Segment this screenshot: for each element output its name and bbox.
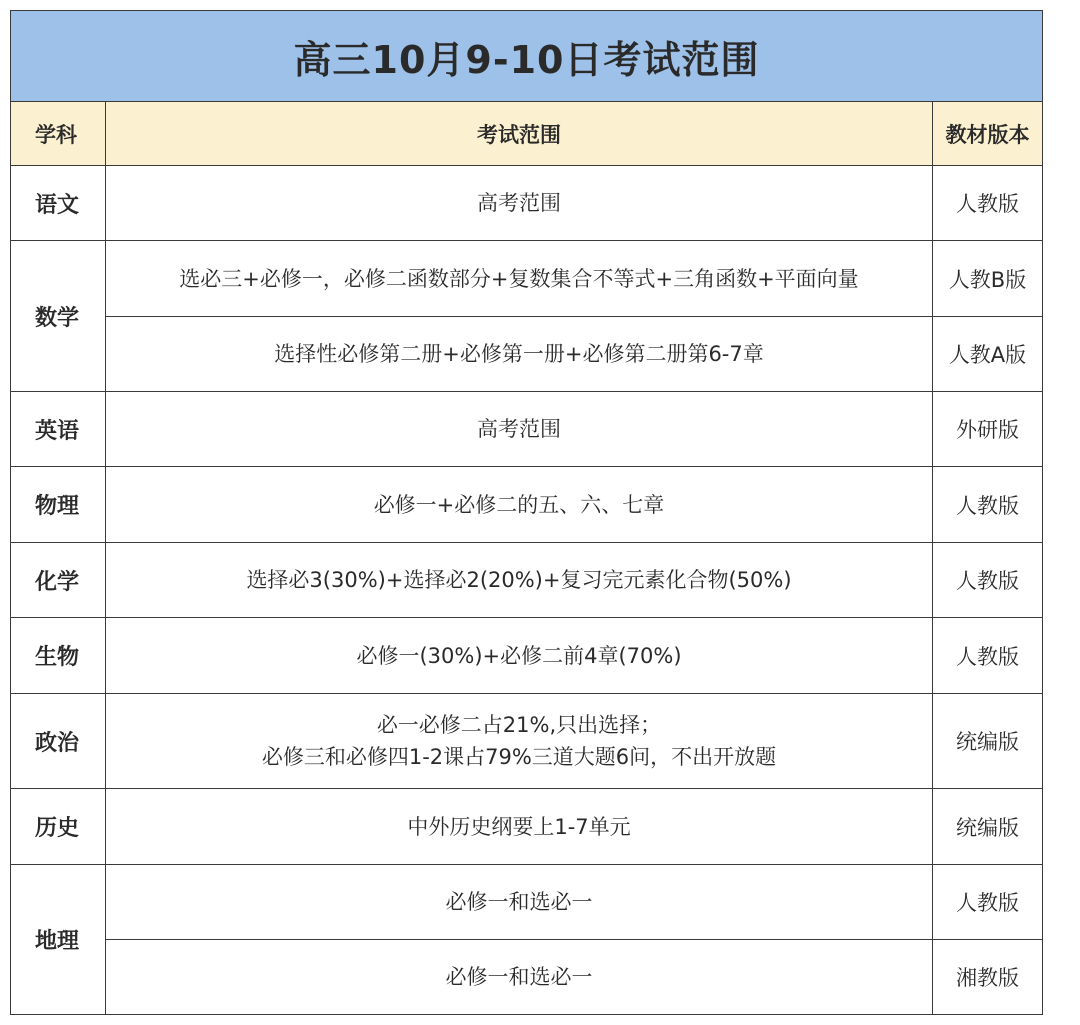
scope-cell: 选必三+必修一，必修二函数部分+复数集合不等式+三角函数+平面向量: [106, 241, 933, 317]
subject-cell: 物理: [11, 467, 106, 543]
subject-cell: 政治: [11, 694, 106, 789]
table-row: [11, 392, 1043, 467]
header-row: [11, 102, 1043, 166]
table-row: [11, 241, 1043, 317]
header-edition: 教材版本: [933, 102, 1043, 166]
scope-cell: 高考范围: [106, 166, 933, 241]
subject-cell: 地理: [11, 865, 106, 1015]
scope-cell: 必修一(30%)+必修二前4章(70%): [106, 618, 933, 694]
scope-line: 必一必修二占21%,只出选择；: [376, 713, 662, 737]
table-row: [11, 940, 1043, 1015]
table-row: [11, 543, 1043, 618]
scope-cell: 选择性必修第二册+必修第一册+必修第二册第6-7章: [106, 317, 933, 392]
subject-cell: 生物: [11, 618, 106, 694]
scope-cell: 必修一和选必一: [106, 940, 933, 1015]
subject-cell: 数学: [11, 241, 106, 392]
scope-cell: 必修一+必修二的五、六、七章: [106, 467, 933, 543]
subject-cell: 化学: [11, 543, 106, 618]
subject-cell: 语文: [11, 166, 106, 241]
header-subject: 学科: [11, 102, 106, 166]
table-row: [11, 694, 1043, 789]
scope-cell: 选择必3(30%)+选择必2(20%)+复习完元素化合物(50%): [106, 543, 933, 618]
edition-cell: 人教B版: [933, 241, 1043, 317]
edition-cell: 人教版: [933, 166, 1043, 241]
scope-cell: 必修一和选必一: [106, 865, 933, 940]
scope-cell: 中外历史纲要上1-7单元: [106, 789, 933, 865]
scope-cell: 高考范围: [106, 392, 933, 467]
table-row: [11, 467, 1043, 543]
edition-cell: 人教版: [933, 618, 1043, 694]
subject-cell: 历史: [11, 789, 106, 865]
subject-cell: 英语: [11, 392, 106, 467]
edition-cell: 统编版: [933, 789, 1043, 865]
edition-cell: 人教版: [933, 543, 1043, 618]
scope-line: 必修三和必修四1-2课占79%三道大题6问，不出开放题: [261, 745, 777, 769]
table-row: [11, 166, 1043, 241]
edition-cell: 人教A版: [933, 317, 1043, 392]
edition-cell: 湘教版: [933, 940, 1043, 1015]
exam-scope-table: [10, 10, 1043, 1015]
edition-cell: 人教版: [933, 865, 1043, 940]
table-row: [11, 317, 1043, 392]
header-scope: 考试范围: [106, 102, 933, 166]
table-row: [11, 618, 1043, 694]
edition-cell: 统编版: [933, 694, 1043, 789]
scope-cell: [106, 694, 933, 789]
title-row: [11, 11, 1043, 102]
edition-cell: 外研版: [933, 392, 1043, 467]
edition-cell: 人教版: [933, 467, 1043, 543]
table-row: [11, 865, 1043, 940]
table-row: [11, 789, 1043, 865]
table-title: 高三10月9-10日考试范围: [11, 11, 1043, 102]
